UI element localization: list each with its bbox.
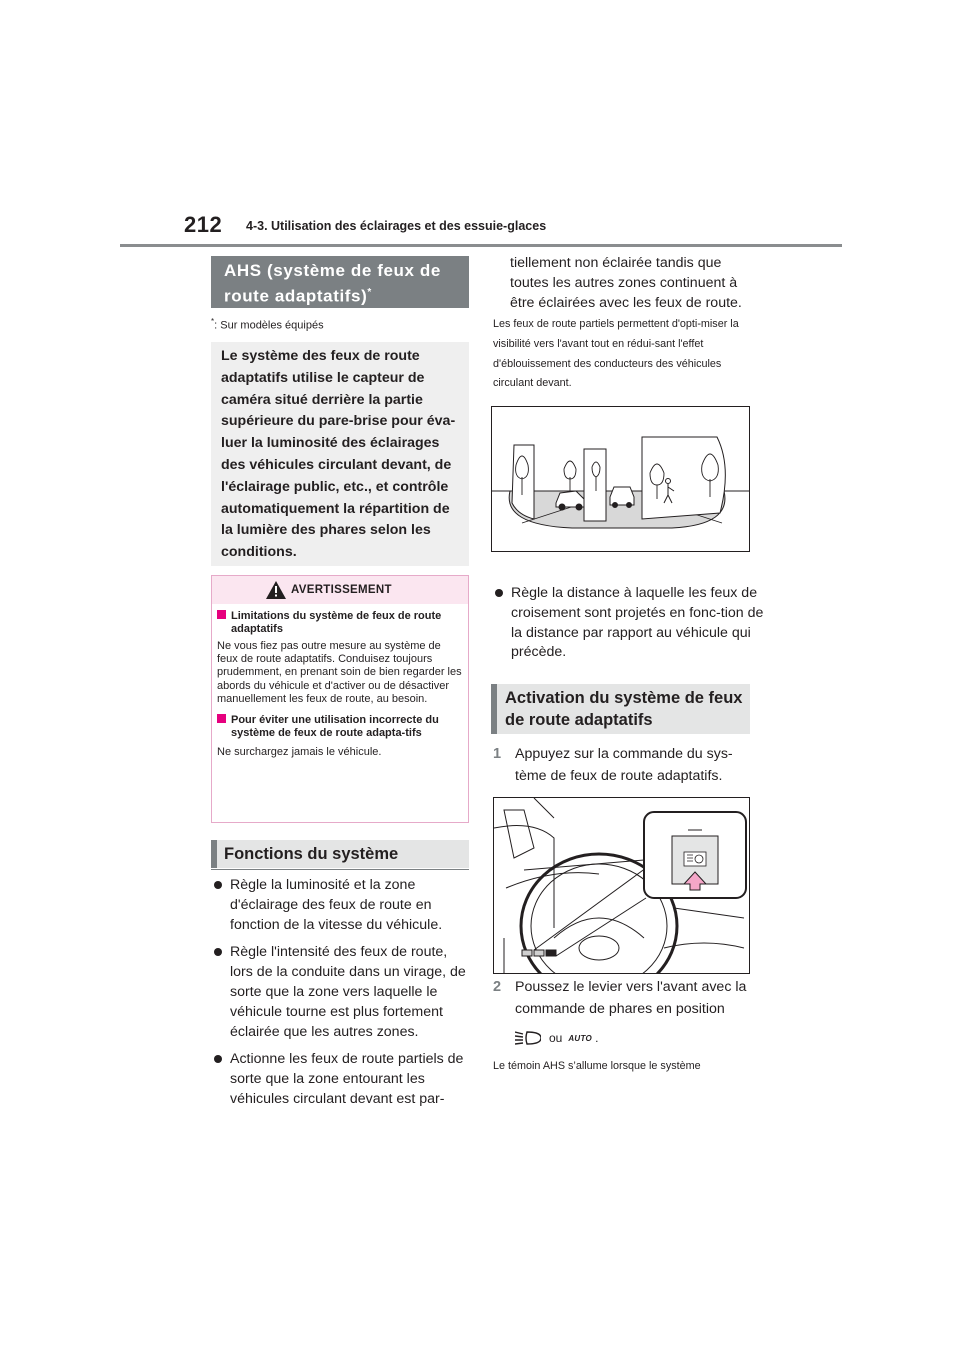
step-2-number: 2 (493, 979, 502, 995)
step-1-number: 1 (493, 746, 502, 762)
ahs-heading-line2: route adaptatifs) (224, 286, 368, 306)
step-2-icons (515, 1030, 598, 1046)
warning-title: AVERTISSEMENT (291, 584, 392, 596)
function-bullet: Règle la luminosité et la zone d'éclairage des feux de route en fonction de la vitesse du véhicule. (212, 876, 468, 935)
ahs-heading-line1: AHS (système de feux de (224, 261, 441, 280)
step-2-text: Poussez le levier vers l'avant avec la commande de phares en position (515, 979, 747, 1017)
intro-line: adaptatifs utilise le capteur de (221, 369, 425, 386)
warning-item1-text: Ne vous fiez pas outre mesure au système de feux de route adaptatifs. Conduisez toujours prudemment, en prenant soin de bien regarder les abords du véhicule et d'activer ou de désactiver manuellement les feux de route, au besoin. (217, 640, 462, 705)
activation-heading-line2: de route adaptatifs (505, 711, 653, 729)
step-1 (493, 743, 750, 787)
header-rule (120, 244, 842, 247)
headlight-icon (515, 1030, 541, 1046)
ahs-heading-star: * (367, 287, 372, 298)
functions-list (212, 876, 468, 1110)
intro-line: la lumière des phares selon les (221, 522, 431, 539)
auto-icon: AUTO (568, 1033, 593, 1043)
bullet-continuation: tiellement non éclairée tandis que toutes les autres zones continuent à être éclairées avec les feux de route. (510, 255, 742, 311)
warning-body (217, 610, 462, 759)
activation-heading (491, 684, 750, 734)
partial-beam-illustration (491, 406, 750, 552)
step-2 (493, 976, 750, 1020)
intro-line: des véhicules circulant devant, de (221, 456, 452, 473)
dashboard-drawing (494, 798, 749, 973)
warning-triangle-icon (266, 581, 286, 599)
function-bullet: Règle l'intensité des feux de route, lors de la conduite dans un virage, de sorte que la zone vers laquelle le véhicule tourne est plus fortement éclairée que les autres zones. (212, 943, 468, 1042)
function-bullet: Règle la distance à laquelle les feux de croisement sont projetés en fonc-tion de la distance par rapport au véhicule qui précède. (493, 584, 768, 663)
functions-heading (211, 840, 469, 868)
partial-beam-note: Les feux de route partiels permettent d'opti-miser la visibilité vers l'avant tout en rédui-sant l'effet d'éblouissement des conducteurs des véhicules circulant devant. (493, 318, 739, 390)
ahs-heading (211, 256, 469, 308)
bullet-square (217, 714, 226, 723)
bullet-square (217, 610, 226, 619)
footnote-mark: * (211, 317, 215, 326)
warning-item2-text: Ne surchargez jamais le véhicule. (217, 746, 382, 759)
footnote-text: : Sur modèles équipés (214, 319, 324, 332)
step-2-period: . (595, 1031, 599, 1045)
intro-line: caméra situé derrière la partie (221, 391, 423, 408)
step-1-text: Appuyez sur la commande du sys-tème de feux de route adaptatifs. (515, 746, 733, 784)
intro-box (211, 342, 469, 566)
function-bullet: Actionne les feux de route partiels de sorte que la zone entourant les véhicules circulant devant est par- (212, 1050, 468, 1109)
section-title: 4-3. Utilisation des éclairages et des essuie-glaces (246, 219, 547, 233)
warning-item1-title: Limitations du système de feux de route adaptatifs (217, 610, 462, 636)
warning-header (212, 576, 468, 604)
road-scene-drawing (492, 407, 749, 551)
intro-line: Le système des feux de route (221, 348, 420, 364)
footnote (211, 317, 324, 332)
dashboard-illustration (493, 797, 750, 974)
page-number: 212 (184, 212, 223, 237)
intro-line: luer la luminosité des éclairages (221, 435, 440, 452)
functions-heading-label: Fonctions du système (224, 845, 399, 863)
warning-item2-title: Pour éviter une utilisation incorrecte du système de feux de route adapta-tifs (217, 714, 462, 740)
bottom-note: Le témoin AHS s’allume lorsque le système (493, 1060, 701, 1072)
activation-heading-bar (491, 684, 497, 734)
intro-line: conditions. (221, 544, 297, 561)
step-2-or: ou (549, 1031, 563, 1045)
functions-heading-rule (211, 869, 469, 870)
warning-box (211, 575, 469, 823)
intro-line: automatiquement la répartition de (221, 500, 450, 517)
intro-line: l'éclairage public, etc., et contrôle (221, 478, 449, 495)
intro-line: supérieure du pare-brise pour éva- (221, 413, 456, 430)
activation-heading-line1: Activation du système de feux (505, 689, 743, 707)
